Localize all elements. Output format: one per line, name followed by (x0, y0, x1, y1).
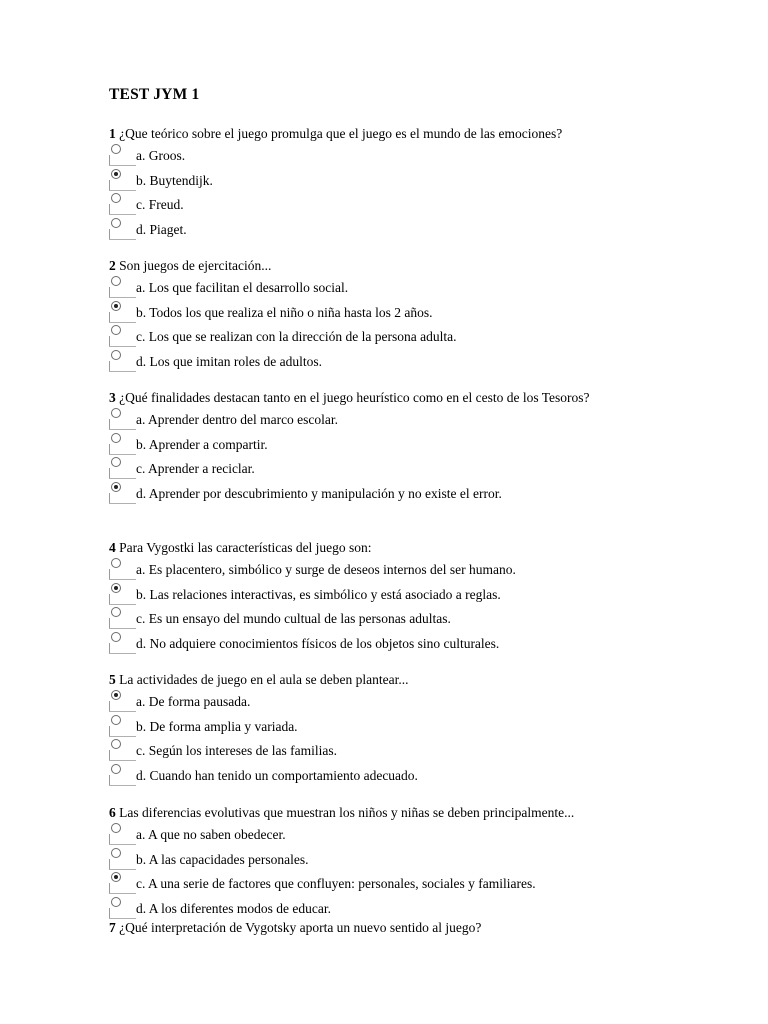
option-label: a. A que no saben obedecer. (136, 827, 286, 842)
radio-unchecked-icon[interactable] (111, 457, 121, 467)
field-border (109, 653, 136, 654)
question-3 (109, 389, 669, 505)
answer-option[interactable] (109, 556, 669, 581)
radio-unchecked-icon[interactable] (111, 764, 121, 774)
question-text (109, 125, 669, 142)
option-label: b. Las relaciones interactivas, es simbólico y está asociado a reglas. (136, 586, 501, 602)
page-title: TEST JYM 1 (109, 86, 200, 103)
option-label: d. Aprender por descubrimiento y manipulación y no existe el error. (136, 486, 502, 502)
option-label: b. Aprender a compartir. (136, 436, 268, 452)
option-label: c. Freud. (136, 197, 184, 213)
radio-checked-icon[interactable] (111, 690, 121, 700)
answer-option[interactable] (109, 713, 669, 738)
radio-unchecked-icon[interactable] (111, 144, 121, 154)
question-prompt: ¿Que teórico sobre el juego promulga que el juego es el mundo de las emociones? (119, 126, 563, 141)
answer-option[interactable] (109, 299, 669, 324)
question-6 (109, 804, 669, 920)
radio-checked-icon[interactable] (111, 482, 121, 492)
question-prompt: ¿Qué interpretación de Vygotsky aporta un nuevo sentido al juego? (119, 920, 482, 935)
option-label: b. Buytendijk. (136, 172, 213, 188)
answer-option[interactable] (109, 762, 669, 787)
option-label: c. Los que se realizan con la dirección de la persona adulta. (136, 329, 457, 345)
radio-unchecked-icon[interactable] (111, 823, 121, 833)
radio-unchecked-icon[interactable] (111, 715, 121, 725)
question-number: 6 (109, 805, 116, 820)
radio-checked-icon[interactable] (111, 583, 121, 593)
radio-unchecked-icon[interactable] (111, 897, 121, 907)
radio-unchecked-icon[interactable] (111, 276, 121, 286)
radio-unchecked-icon[interactable] (111, 607, 121, 617)
answer-option[interactable] (109, 191, 669, 216)
question-number: 3 (109, 390, 116, 405)
answer-option[interactable] (109, 431, 669, 456)
option-label: b. De forma amplia y variada. (136, 718, 298, 734)
field-border (109, 239, 136, 240)
option-label: d. A los diferentes modos de educar. (136, 901, 331, 917)
question-prompt: ¿Qué finalidades destacan tanto en el juego heurístico como en el cesto de los Tesoros? (119, 390, 590, 405)
option-label: d. No adquiere conocimientos físicos de los objetos sino culturales. (136, 636, 500, 652)
question-prompt: Las diferencias evolutivas que muestran los niños y niñas se deben principalmente... (119, 805, 575, 820)
question-text (109, 804, 669, 821)
answer-option[interactable] (109, 737, 669, 762)
question-text (109, 257, 669, 274)
option-label: a. Los que facilitan el desarrollo social. (136, 280, 349, 295)
question-text (109, 919, 669, 936)
option-label: c. A una serie de factores que confluyen: personales, sociales y familiares. (136, 876, 536, 892)
answer-option[interactable] (109, 348, 669, 373)
question-number: 5 (109, 672, 116, 687)
question-prompt: Son juegos de ejercitación... (119, 258, 272, 273)
option-label: a. Groos. (136, 148, 186, 163)
question-7 (109, 919, 669, 936)
radio-checked-icon[interactable] (111, 872, 121, 882)
answer-option[interactable] (109, 846, 669, 871)
radio-checked-icon[interactable] (111, 169, 121, 179)
answer-option[interactable] (109, 167, 669, 192)
question-text (109, 539, 669, 556)
answer-option[interactable] (109, 821, 669, 846)
answer-option[interactable] (109, 605, 669, 630)
question-prompt: La actividades de juego en el aula se deben plantear... (119, 672, 409, 687)
option-label: c. Es un ensayo del mundo cultual de las personas adultas. (136, 611, 451, 627)
radio-unchecked-icon[interactable] (111, 350, 121, 360)
option-label: a. De forma pausada. (136, 694, 251, 709)
field-border (109, 371, 136, 372)
answer-option[interactable] (109, 406, 669, 431)
option-label: d. Los que imitan roles de adultos. (136, 354, 322, 370)
radio-checked-icon[interactable] (111, 301, 121, 311)
option-label: c. Según los intereses de las familias. (136, 743, 337, 759)
radio-unchecked-icon[interactable] (111, 433, 121, 443)
answer-option[interactable] (109, 480, 669, 505)
question-number: 4 (109, 540, 116, 555)
question-4 (109, 539, 669, 655)
option-label: b. Todos los que realiza el niño o niña hasta los 2 años. (136, 304, 433, 320)
radio-unchecked-icon[interactable] (111, 193, 121, 203)
answer-option[interactable] (109, 581, 669, 606)
answer-option[interactable] (109, 455, 669, 480)
answer-option[interactable] (109, 870, 669, 895)
answer-option[interactable] (109, 216, 669, 241)
field-border (109, 503, 136, 504)
radio-unchecked-icon[interactable] (111, 848, 121, 858)
answer-option[interactable] (109, 630, 669, 655)
radio-unchecked-icon[interactable] (111, 558, 121, 568)
radio-unchecked-icon[interactable] (111, 325, 121, 335)
field-border (109, 785, 136, 786)
question-number: 2 (109, 258, 116, 273)
answer-option[interactable] (109, 895, 669, 920)
option-label: d. Piaget. (136, 222, 187, 238)
radio-unchecked-icon[interactable] (111, 632, 121, 642)
option-label: a. Aprender dentro del marco escolar. (136, 412, 339, 427)
question-text (109, 389, 669, 406)
answer-option[interactable] (109, 274, 669, 299)
answer-option[interactable] (109, 323, 669, 348)
answer-option[interactable] (109, 142, 669, 167)
answer-option[interactable] (109, 688, 669, 713)
radio-unchecked-icon[interactable] (111, 218, 121, 228)
option-label: b. A las capacidades personales. (136, 851, 309, 867)
question-5 (109, 671, 669, 787)
option-label: a. Es placentero, simbólico y surge de deseos internos del ser humano. (136, 562, 516, 577)
option-label: c. Aprender a reciclar. (136, 461, 255, 477)
option-label: d. Cuando han tenido un comportamiento adecuado. (136, 768, 418, 784)
question-number: 7 (109, 920, 116, 935)
question-prompt: Para Vygostki las características del juego son: (119, 540, 372, 555)
question-number: 1 (109, 126, 116, 141)
radio-unchecked-icon[interactable] (111, 408, 121, 418)
question-text (109, 671, 669, 688)
radio-unchecked-icon[interactable] (111, 739, 121, 749)
question-1 (109, 125, 669, 241)
question-2 (109, 257, 669, 373)
